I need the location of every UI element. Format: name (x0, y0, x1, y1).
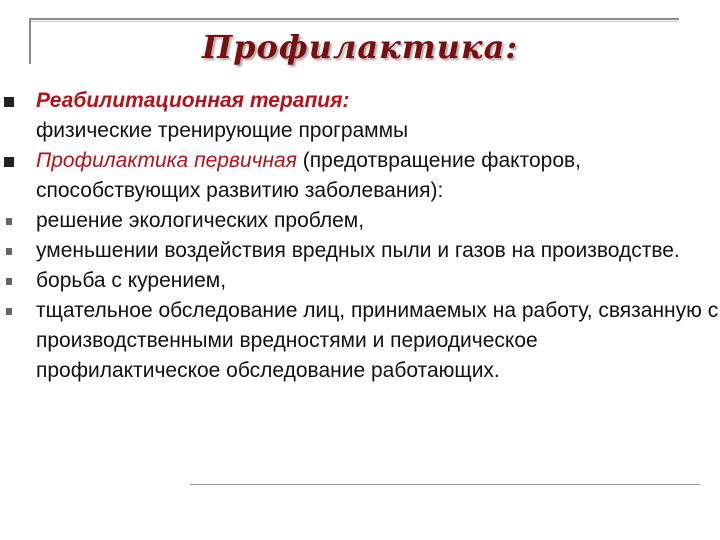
item-text: (предотвращение факторов, способствующих развитию заболевания): (36, 149, 582, 202)
item-text: решение экологических проблем, (36, 209, 365, 232)
item-heading: Реабилитационная терапия: (36, 89, 350, 112)
list-item-continuation (0, 116, 720, 146)
item-text: тщательное обследование лиц, принимаемых на работу, связанную с производственными вредностями и периодическое профилактическое обследование работающих. (36, 299, 719, 382)
list-item-ecology (0, 206, 720, 236)
slide-frame-bottom-line (190, 484, 700, 485)
square-bullet-icon (4, 97, 14, 107)
list-item-primary-prevention (0, 146, 720, 206)
item-text: уменьшении воздействия вредных пыли и газов на производстве. (36, 239, 680, 262)
small-square-bullet-icon (6, 218, 12, 225)
item-text: борьба с курением, (36, 269, 227, 292)
list-item-screening (0, 296, 720, 386)
list-item-smoking (0, 266, 720, 296)
small-square-bullet-icon (6, 278, 12, 285)
list-item-dust-gas (0, 236, 720, 266)
list-item-rehabilitation (0, 86, 720, 116)
small-square-bullet-icon (6, 308, 12, 315)
slide-body (0, 86, 720, 386)
small-square-bullet-icon (6, 248, 12, 255)
item-heading: Профилактика первичная (36, 149, 297, 172)
slide-frame-top-line (29, 18, 679, 20)
slide-frame-top-shadow-line (29, 21, 679, 22)
slide-title: Профилактика: (201, 28, 519, 66)
square-bullet-icon (4, 157, 14, 167)
item-text: физические тренирующие программы (36, 119, 409, 142)
